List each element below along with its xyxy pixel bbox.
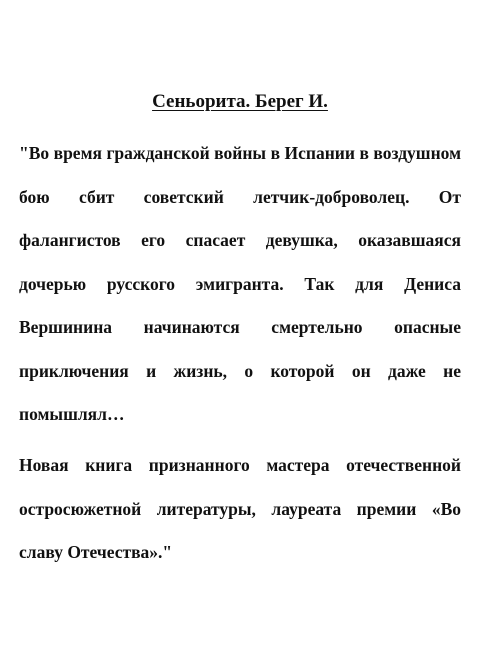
document-title: Сеньорита. Берег И. xyxy=(152,91,328,112)
author-paragraph: Новая книга признанного мастера отечественной остросюжетной литературы, лауреата премии «Во славу Отечества»." xyxy=(19,455,461,562)
synopsis-paragraph: "Во время гражданской войны в Испании в воздушном бою сбит советский летчик-доброволец. От фалангистов его спасает девушка, оказавшаяся дочерью русского эмигранта. Так для Дениса Вершинина начинаются смертельно опасные приключения и жизнь, о которой он даже не помышлял… xyxy=(19,143,461,424)
